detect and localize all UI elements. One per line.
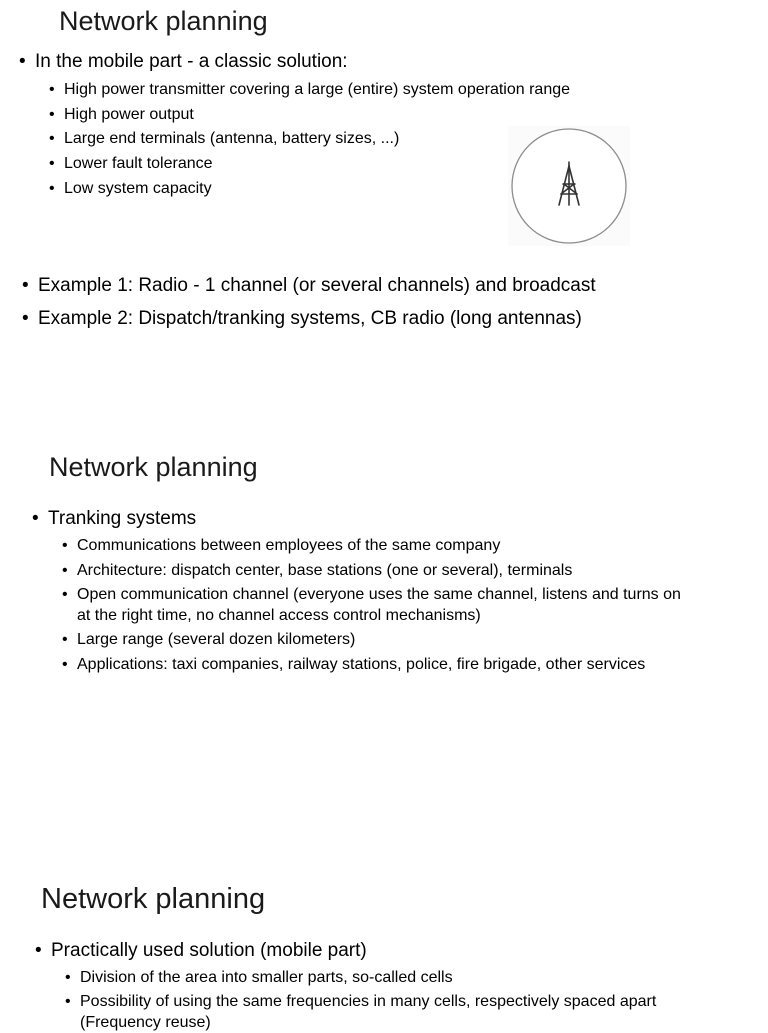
slide-title: Network planning (59, 6, 268, 36)
bullet-text: Large end terminals (antenna, battery sizes, ...) (64, 130, 400, 147)
bullet-text: High power transmitter covering a large (entire) system operation range (64, 81, 571, 98)
bullet-text: Large range (several dozen kilometers) (77, 631, 356, 648)
bullet-dot: • (22, 308, 29, 329)
bullet-text: Practically used solution (mobile part) (51, 940, 367, 961)
bullet-dot: • (19, 51, 26, 72)
bullet-text: Architecture: dispatch center, base stations (one or several), terminals (77, 562, 573, 579)
bullet-dot: • (32, 508, 39, 529)
bullet-text: Open communication channel (everyone uses the same channel, listens and turns on at the right time, no channel access control mechanisms) (77, 586, 681, 624)
bullet-dot: • (49, 106, 55, 123)
bullet-dot: • (62, 562, 68, 579)
bullet-text: Possibility of using the same frequencies in many cells, respectively spaced apart (Frequency reuse) (80, 993, 657, 1031)
bullet-dot: • (49, 155, 55, 172)
bullet-text: Lower fault tolerance (64, 155, 213, 172)
bullet-text: Communications between employees of the same company (77, 537, 501, 554)
bullet-text: Division of the area into smaller parts, so-called cells (80, 969, 453, 986)
bullet-dot: • (49, 81, 55, 98)
bullet-dot: • (49, 130, 55, 147)
slide-title: Network planning (41, 883, 266, 915)
bullet-dot: • (62, 586, 68, 603)
bullet-dot: • (62, 537, 68, 554)
bullet-dot: • (22, 275, 29, 296)
bullet-dot: • (49, 180, 55, 197)
bullet-dot: • (65, 969, 71, 986)
bullet-text: Tranking systems (48, 508, 197, 529)
bullet-text: High power output (64, 106, 194, 123)
slide-title: Network planning (49, 452, 258, 482)
bullet-text: Example 1: Radio - 1 channel (or several channels) and broadcast (38, 275, 596, 296)
bullet-dot: • (35, 940, 42, 961)
bullet-dot: • (62, 631, 68, 648)
bullet-dot: • (62, 656, 68, 673)
bullet-text: Low system capacity (64, 180, 212, 197)
bullet-text: Applications: taxi companies, railway stations, police, fire brigade, other services (77, 656, 646, 673)
bullet-dot: • (65, 993, 71, 1010)
bullet-text: In the mobile part - a classic solution: (35, 51, 348, 72)
bullet-text: Example 2: Dispatch/tranking systems, CB radio (long antennas) (38, 308, 582, 329)
